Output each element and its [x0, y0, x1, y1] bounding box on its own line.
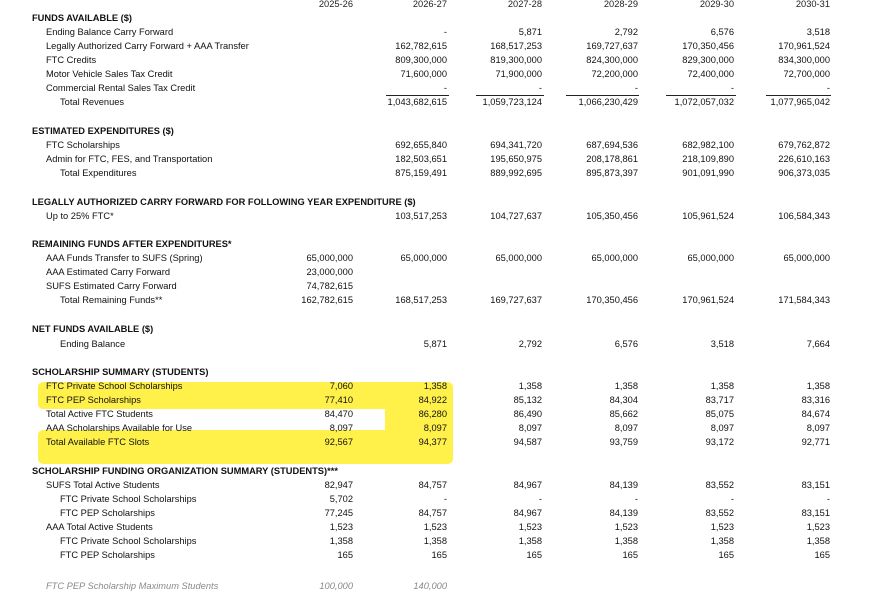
row-label: Total Revenues: [60, 97, 125, 107]
cell-value: 65,000,000: [495, 253, 542, 263]
cell-value: 65,000,000: [591, 253, 638, 263]
cell-value: 84,922: [418, 395, 447, 405]
section-legally-authorized: [0, 196, 880, 209]
row-label: AAA Total Active Students: [46, 522, 153, 532]
row-label: FTC Scholarships: [46, 140, 120, 150]
row-label: Ending Balance Carry Forward: [46, 27, 174, 37]
table-row: [0, 422, 880, 435]
cell-value: 829,300,000: [682, 55, 734, 65]
cell-value: 83,552: [705, 508, 734, 518]
table-row: [0, 535, 880, 548]
table-row: [0, 380, 880, 393]
cell-value: 168,517,253: [490, 41, 542, 51]
cell-value: -: [538, 494, 542, 504]
cell-value: 65,000,000: [400, 253, 447, 263]
row-label: FTC PEP Scholarships: [46, 395, 141, 405]
table-row: [0, 210, 880, 223]
cell-value: 1,358: [710, 381, 734, 391]
cell-value: 5,702: [329, 494, 353, 504]
cell-value: 104,727,637: [490, 211, 542, 221]
cell-value: 809,300,000: [395, 55, 447, 65]
cell-value: 1,358: [423, 381, 447, 391]
section-estimated-expenditures: [0, 125, 880, 138]
section-net-funds: [0, 323, 880, 336]
cell-value: 226,610,163: [778, 154, 830, 164]
cell-value: 208,178,861: [586, 154, 638, 164]
cell-value: 84,967: [513, 480, 542, 490]
section-title: LEGALLY AUTHORIZED CARRY FORWARD FOR FOLLOWING YEAR EXPENDITURE ($): [32, 197, 416, 207]
cell-value: 83,717: [705, 395, 734, 405]
row-label: AAA Funds Transfer to SUFS (Spring): [46, 253, 203, 263]
cell-value: 7,060: [329, 381, 353, 391]
section-title: NET FUNDS AVAILABLE ($): [32, 324, 154, 334]
section-sfo-summary: [0, 465, 880, 478]
cell-value: 86,280: [418, 409, 447, 419]
rule: [386, 95, 449, 96]
cell-value: 162,782,615: [395, 41, 447, 51]
cell-value: 875,159,491: [395, 168, 447, 178]
cell-value: 71,600,000: [400, 69, 447, 79]
cell-value: 83,151: [801, 508, 830, 518]
cell-value: 77,245: [324, 508, 353, 518]
cell-value: 8,097: [710, 423, 734, 433]
cell-value: 23,000,000: [306, 267, 353, 277]
cell-value: 1,043,682,615: [387, 97, 447, 107]
section-title: ESTIMATED EXPENDITURES ($): [32, 126, 174, 136]
cell-value: 170,961,524: [682, 295, 734, 305]
cell-value: 1,072,057,032: [674, 97, 734, 107]
cell-value: 895,873,397: [586, 168, 638, 178]
cell-value: 162,782,615: [301, 295, 353, 305]
cell-value: 170,961,524: [778, 41, 830, 51]
cell-value: 165: [814, 550, 830, 560]
cell-value: 94,587: [513, 437, 542, 447]
row-label: FTC Credits: [46, 55, 97, 65]
table-row: [0, 266, 880, 279]
row-label: Total Available FTC Slots: [46, 437, 150, 447]
cell-value: -: [634, 494, 638, 504]
cell-value: 824,300,000: [586, 55, 638, 65]
cell-value: 1,523: [710, 522, 734, 532]
section-title: SCHOLARSHIP FUNDING ORGANIZATION SUMMARY (STUDENTS)***: [32, 466, 338, 476]
table-row: [0, 26, 880, 39]
cell-value: 74,782,615: [306, 281, 353, 291]
cell-value: -: [826, 83, 830, 93]
table-row: [0, 153, 880, 166]
cell-value: 218,109,890: [682, 154, 734, 164]
section-funds-available: [0, 12, 880, 25]
cell-value: 1,358: [518, 536, 542, 546]
rule: [666, 95, 736, 96]
cell-value: 1,077,965,042: [770, 97, 830, 107]
cell-value: -: [730, 83, 734, 93]
cell-value: 65,000,000: [783, 253, 830, 263]
year-2029-30: 2029-30: [699, 0, 734, 9]
row-label: Legally Authorized Carry Forward + AAA Transfer: [46, 41, 249, 51]
cell-value: 93,172: [705, 437, 734, 447]
table-row: [0, 252, 880, 265]
section-scholarship-summary: [0, 366, 880, 379]
year-2026-27: 2026-27: [412, 0, 447, 9]
cell-value: 92,567: [324, 437, 353, 447]
table-row: [0, 493, 880, 506]
section-title: FUNDS AVAILABLE ($): [32, 13, 133, 23]
table-row: [0, 436, 880, 449]
cell-value: 1,358: [710, 536, 734, 546]
row-label: FTC Private School Scholarships: [60, 536, 197, 546]
row-label: Admin for FTC, FES, and Transportation: [46, 154, 213, 164]
row-label: Total Remaining Funds**: [60, 295, 163, 305]
year-2027-28: 2027-28: [507, 0, 542, 9]
cell-value: 6,576: [710, 27, 734, 37]
cell-value: 6,576: [614, 339, 638, 349]
cell-value: 906,373,035: [778, 168, 830, 178]
row-label: Commercial Rental Sales Tax Credit: [46, 83, 196, 93]
cell-value: 84,139: [609, 508, 638, 518]
table-row: [0, 68, 880, 81]
table-row: [0, 82, 880, 95]
row-label: FTC PEP Scholarships: [60, 508, 155, 518]
row-label: Motor Vehicle Sales Tax Credit: [46, 69, 173, 79]
cell-value: 105,961,524: [682, 211, 734, 221]
cell-value: 819,300,000: [490, 55, 542, 65]
rule: [476, 95, 544, 96]
row-label: Total Expenditures: [60, 168, 137, 178]
cell-value: -: [730, 494, 734, 504]
row-label: FTC PEP Scholarship Maximum Students: [46, 581, 219, 591]
cell-value: 8,097: [329, 423, 353, 433]
cell-value: -: [538, 83, 542, 93]
cell-value: 72,200,000: [591, 69, 638, 79]
cell-value: 1,059,723,124: [482, 97, 542, 107]
cell-value: 65,000,000: [687, 253, 734, 263]
cell-value: 8,097: [423, 423, 447, 433]
cell-value: 169,727,637: [490, 295, 542, 305]
cell-value: 94,377: [418, 437, 447, 447]
cell-value: 84,470: [324, 409, 353, 419]
cell-value: 92,771: [801, 437, 830, 447]
cell-value: 1,358: [806, 536, 830, 546]
table-row: [0, 139, 880, 152]
row-label: Up to 25% FTC*: [46, 211, 114, 221]
row-label: FTC Private School Scholarships: [60, 494, 197, 504]
section-title: REMAINING FUNDS AFTER EXPENDITURES*: [32, 239, 232, 249]
cell-value: 889,992,695: [490, 168, 542, 178]
cell-value: 83,316: [801, 395, 830, 405]
cell-value: 1,523: [423, 522, 447, 532]
cell-value: 84,967: [513, 508, 542, 518]
table-row: [0, 96, 880, 109]
table-row: [0, 507, 880, 520]
cell-value: 85,132: [513, 395, 542, 405]
cell-value: 84,139: [609, 480, 638, 490]
table-row: [0, 338, 880, 351]
cell-value: 165: [337, 550, 353, 560]
cell-value: 687,694,536: [586, 140, 638, 150]
row-label: SUFS Total Active Students: [46, 480, 160, 490]
cell-value: 2,792: [518, 339, 542, 349]
cell-value: 8,097: [614, 423, 638, 433]
cell-value: 1,523: [614, 522, 638, 532]
cell-value: 3,518: [710, 339, 734, 349]
cell-value: 106,584,343: [778, 211, 830, 221]
cell-value: 85,075: [705, 409, 734, 419]
row-label: AAA Scholarships Available for Use: [46, 423, 193, 433]
cell-value: -: [634, 83, 638, 93]
year-2030-31: 2030-31: [795, 0, 830, 9]
rule: [766, 95, 831, 96]
cell-value: 1,523: [329, 522, 353, 532]
cell-value: 682,982,100: [682, 140, 734, 150]
table-row: [0, 54, 880, 67]
table-row: [0, 167, 880, 180]
row-label: SUFS Estimated Carry Forward: [46, 281, 177, 291]
cell-value: 72,400,000: [687, 69, 734, 79]
table-row: [0, 394, 880, 407]
row-label: FTC Private School Scholarships: [46, 381, 183, 391]
cell-value: 84,674: [801, 409, 830, 419]
cell-value: 1,358: [614, 536, 638, 546]
cell-value: 140,000: [413, 581, 447, 591]
cell-value: 82,947: [324, 480, 353, 490]
cell-value: 834,300,000: [778, 55, 830, 65]
cell-value: 1,358: [518, 381, 542, 391]
cell-value: 7,664: [806, 339, 830, 349]
cell-value: 168,517,253: [395, 295, 447, 305]
cell-value: 170,350,456: [586, 295, 638, 305]
cell-value: 71,900,000: [495, 69, 542, 79]
cell-value: -: [826, 494, 830, 504]
row-label: Ending Balance: [60, 339, 126, 349]
rule: [566, 95, 639, 96]
cell-value: 165: [622, 550, 638, 560]
cell-value: 169,727,637: [586, 41, 638, 51]
section-title: SCHOLARSHIP SUMMARY (STUDENTS): [32, 367, 209, 377]
cell-value: 103,517,253: [395, 211, 447, 221]
row-label: FTC PEP Scholarships: [60, 550, 155, 560]
row-label: Total Active FTC Students: [46, 409, 153, 419]
year-2025-26: 2025-26: [318, 0, 353, 9]
cell-value: 5,871: [518, 27, 542, 37]
year-header: [0, 0, 880, 11]
cell-value: 65,000,000: [306, 253, 353, 263]
cell-value: 8,097: [518, 423, 542, 433]
cell-value: 1,358: [806, 381, 830, 391]
cell-value: 93,759: [609, 437, 638, 447]
cell-value: 1,358: [423, 536, 447, 546]
cell-value: 1,358: [614, 381, 638, 391]
cell-value: 85,662: [609, 409, 638, 419]
cell-value: 84,304: [609, 395, 638, 405]
table-row: [0, 40, 880, 53]
cell-value: -: [443, 83, 447, 93]
cell-value: 83,151: [801, 480, 830, 490]
cell-value: 105,350,456: [586, 211, 638, 221]
table-row: [0, 479, 880, 492]
cell-value: 901,091,990: [682, 168, 734, 178]
cell-value: 84,757: [418, 480, 447, 490]
table-row: [0, 408, 880, 421]
cell-value: -: [443, 27, 447, 37]
cell-value: 694,341,720: [490, 140, 542, 150]
table-row: [0, 294, 880, 307]
cell-value: 5,871: [423, 339, 447, 349]
table-row: [0, 580, 880, 593]
cell-value: 1,523: [518, 522, 542, 532]
cell-value: 100,000: [319, 581, 353, 591]
cell-value: 1,523: [806, 522, 830, 532]
cell-value: 1,358: [329, 536, 353, 546]
cell-value: 182,503,651: [395, 154, 447, 164]
cell-value: 2,792: [614, 27, 638, 37]
cell-value: 195,650,975: [490, 154, 542, 164]
cell-value: 679,762,872: [778, 140, 830, 150]
cell-value: 165: [431, 550, 447, 560]
cell-value: 86,490: [513, 409, 542, 419]
cell-value: 84,757: [418, 508, 447, 518]
cell-value: 165: [526, 550, 542, 560]
cell-value: 72,700,000: [783, 69, 830, 79]
cell-value: 171,584,343: [778, 295, 830, 305]
table-row: [0, 280, 880, 293]
cell-value: 170,350,456: [682, 41, 734, 51]
cell-value: -: [443, 494, 447, 504]
cell-value: 692,655,840: [395, 140, 447, 150]
cell-value: 8,097: [806, 423, 830, 433]
year-2028-29: 2028-29: [603, 0, 638, 9]
cell-value: 77,410: [324, 395, 353, 405]
table-row: [0, 549, 880, 562]
cell-value: 165: [718, 550, 734, 560]
cell-value: 83,552: [705, 480, 734, 490]
cell-value: 3,518: [806, 27, 830, 37]
section-remaining-funds: [0, 238, 880, 251]
table-row: [0, 521, 880, 534]
cell-value: 1,066,230,429: [578, 97, 638, 107]
row-label: AAA Estimated Carry Forward: [46, 267, 170, 277]
